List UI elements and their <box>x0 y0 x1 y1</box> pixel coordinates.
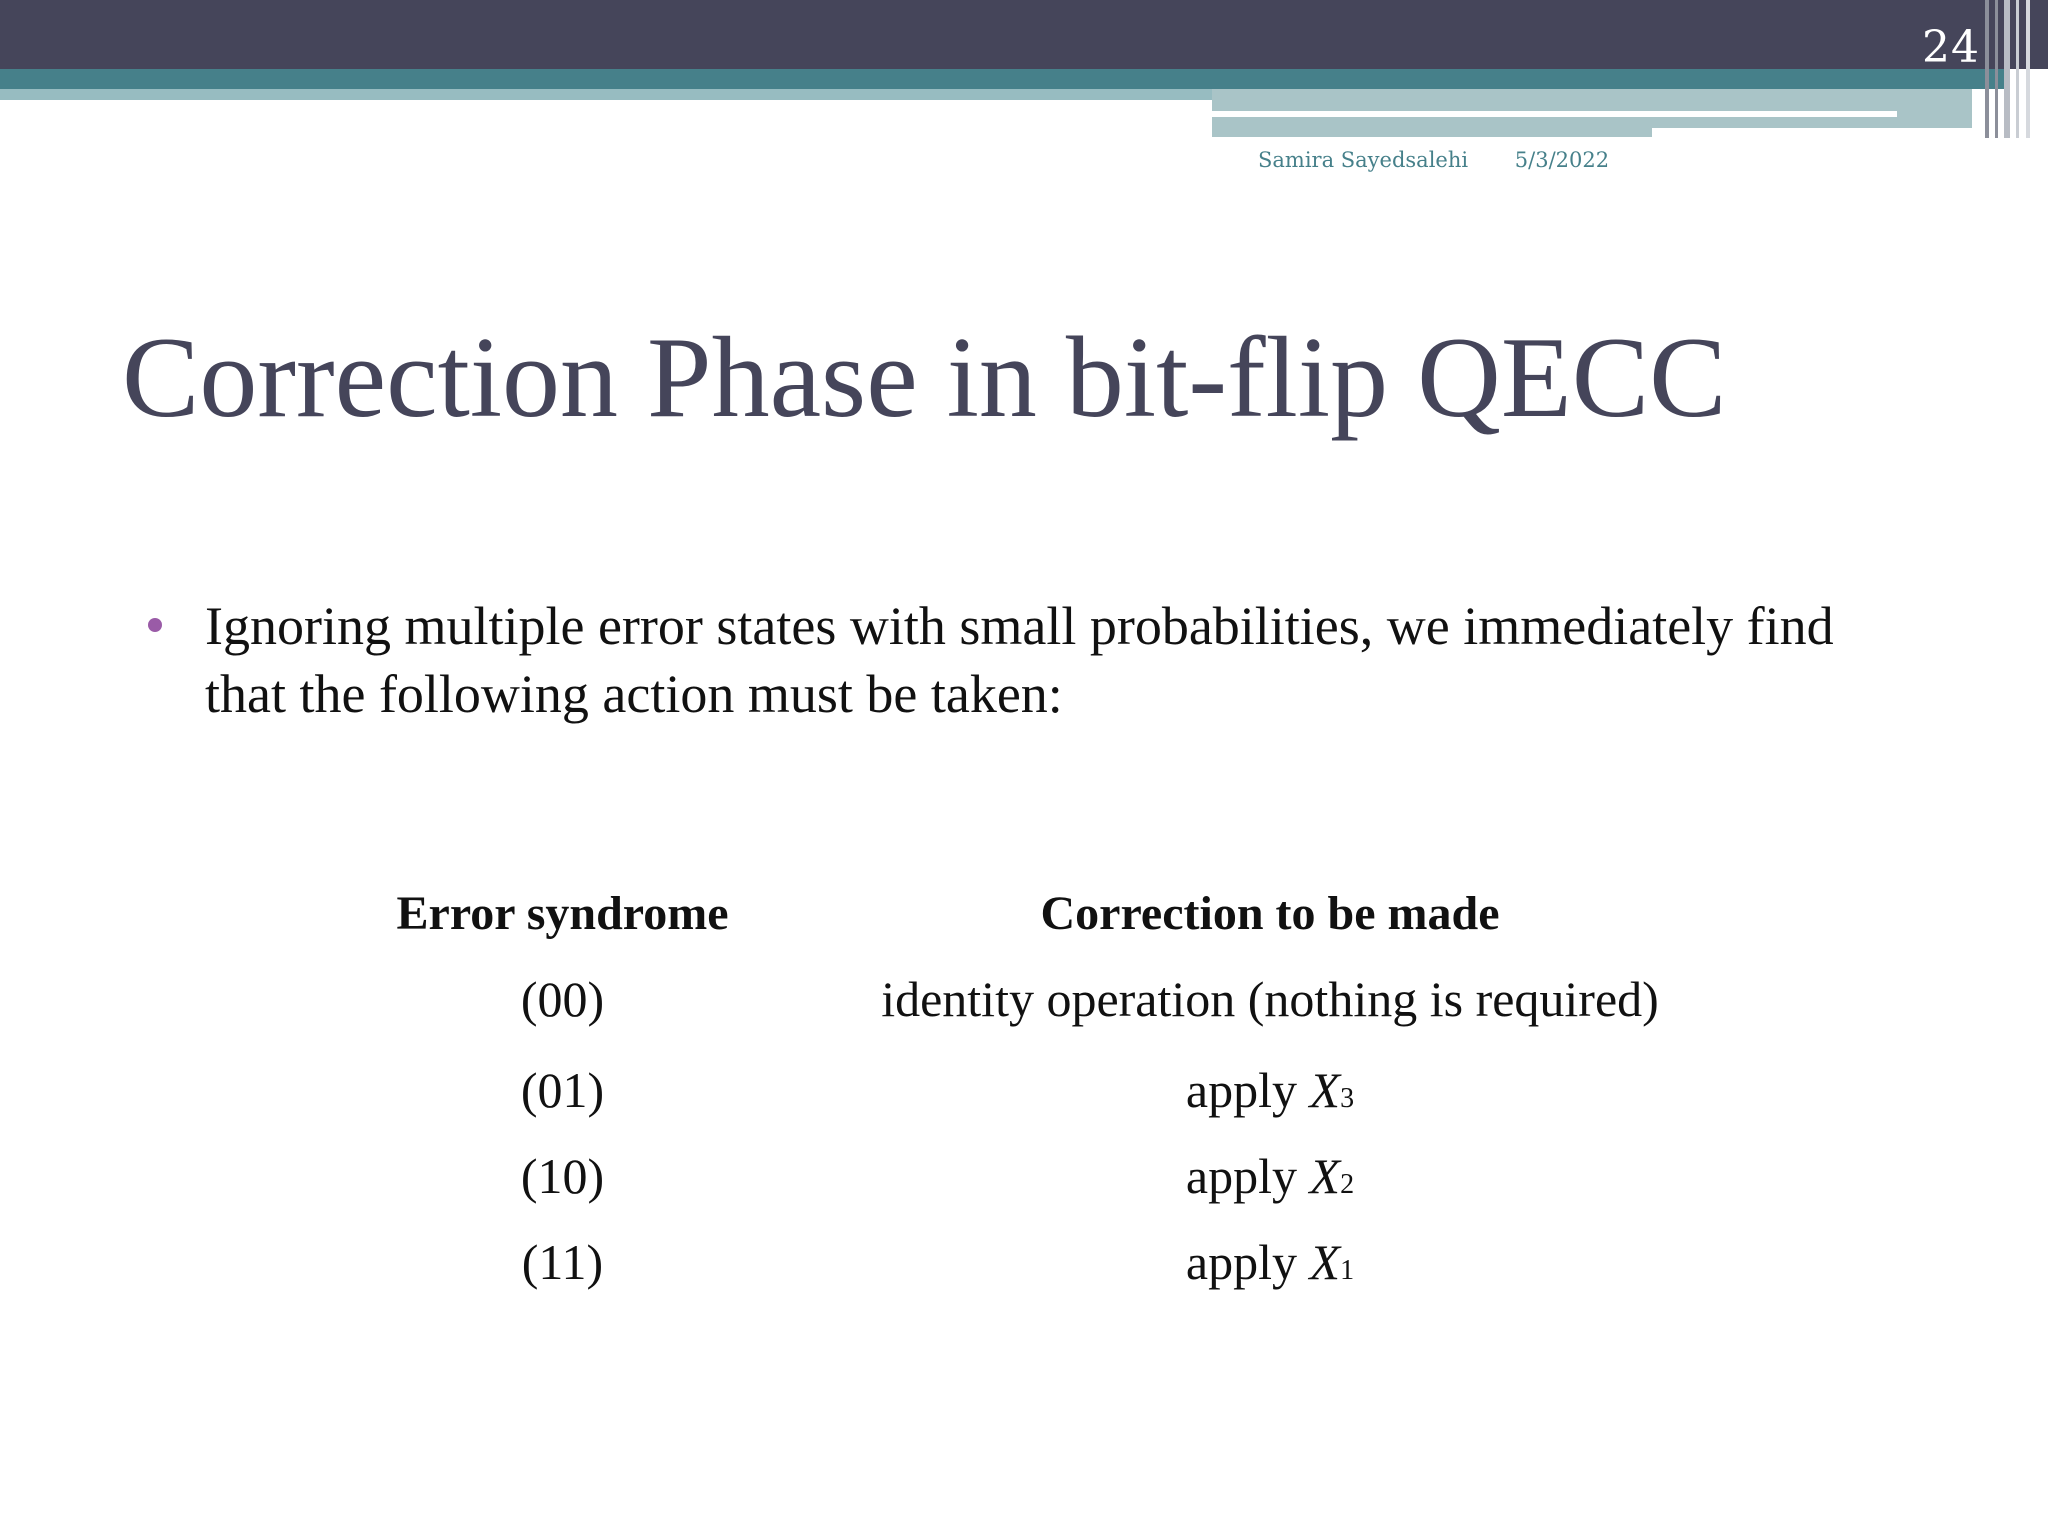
slide-date: 5/3/2022 <box>1514 148 1610 172</box>
header-vertical-stripe <box>2026 0 2030 138</box>
header-vertical-stripe <box>1985 0 1989 138</box>
correction-prefix: apply <box>1185 1234 1298 1290</box>
table-row <box>330 1133 1745 1219</box>
correction-cell <box>795 1047 1745 1133</box>
page-number: 24 <box>1922 22 1980 73</box>
header-dark-bar <box>0 0 2048 69</box>
syndrome-cell: (00) <box>520 971 605 1027</box>
header-right-stub <box>1652 128 1972 138</box>
operator-symbol: X <box>1309 1062 1341 1118</box>
header-teal-bar <box>0 69 2010 89</box>
table-row <box>330 1047 1745 1133</box>
operator-symbol: X <box>1309 1148 1341 1204</box>
header-light-bar-left <box>0 89 1212 100</box>
header-vertical-stripe <box>1995 0 1998 138</box>
header-vertical-stripe <box>2004 0 2010 138</box>
table-row <box>330 1219 1745 1305</box>
operator-subscript: 3 <box>1340 1083 1355 1114</box>
correction-cell <box>795 1133 1745 1219</box>
table-row <box>330 951 1745 1047</box>
bullet-item <box>148 592 1928 728</box>
operator-subscript: 2 <box>1340 1169 1355 1200</box>
syndrome-cell: (01) <box>520 1062 605 1118</box>
syndrome-table <box>330 875 1745 1305</box>
table-header-row <box>330 875 1745 951</box>
bullet-dot-icon <box>148 618 162 632</box>
author-name: Samira Sayedsalehi <box>1258 148 1469 172</box>
header-vertical-stripe <box>2016 0 2019 138</box>
operator-subscript: 1 <box>1340 1255 1355 1286</box>
slide-title: Correction Phase in bit-flip QECC <box>122 314 1727 442</box>
bullet-text: Ignoring multiple error states with small probabilities, we immediately find that the following action must be taken: <box>205 596 1834 724</box>
header-error-syndrome: Error syndrome <box>396 886 729 940</box>
correction-cell <box>795 1219 1745 1305</box>
header-white-stripe <box>1212 111 1897 117</box>
syndrome-cell: (11) <box>521 1234 604 1290</box>
correction-cell: identity operation (nothing is required) <box>881 971 1659 1027</box>
syndrome-cell: (10) <box>520 1148 605 1204</box>
correction-prefix: apply <box>1185 1148 1298 1204</box>
header-correction: Correction to be made <box>1040 886 1500 940</box>
operator-symbol: X <box>1309 1234 1341 1290</box>
slide-footer-info <box>1258 148 1649 172</box>
correction-prefix: apply <box>1185 1062 1298 1118</box>
